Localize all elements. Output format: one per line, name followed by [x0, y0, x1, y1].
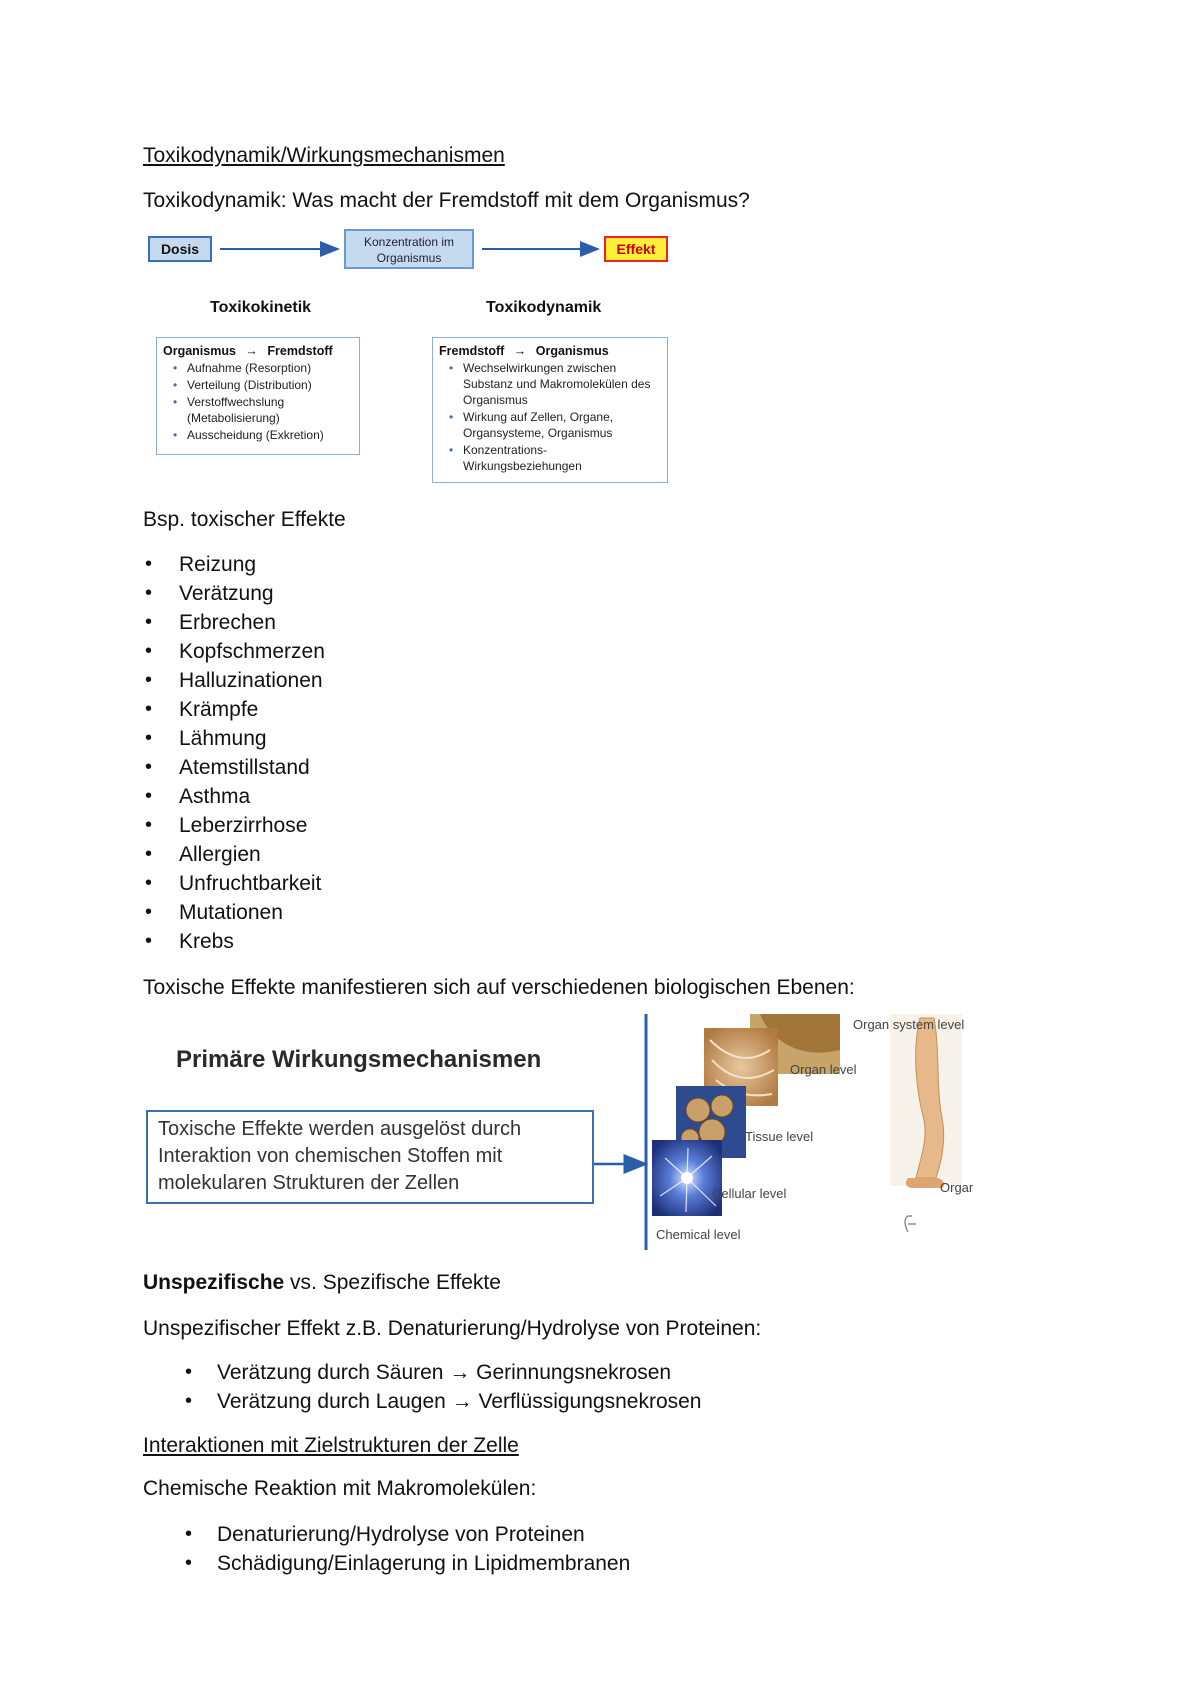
panel-head-from: Fremdstoff	[439, 344, 505, 358]
list-item: • Verätzung	[143, 579, 325, 608]
list-item: • Allergien	[143, 840, 325, 869]
figure-box: Toxische Effekte werden ausgelöst durch Interaktion von chemischen Stoffen mit molekularen Strukturen der Zellen	[146, 1110, 594, 1204]
list-item: • Leberzirrhose	[143, 811, 325, 840]
toxikokinetik-panel	[156, 337, 360, 455]
unspez-bold: Unspezifische	[143, 1271, 285, 1294]
toxikokinetik-title: Toxikokinetik	[210, 299, 312, 316]
list-item: • Wechselwirkungen zwischen Substanz und Makromolekülen des Organismus	[439, 360, 661, 408]
list-item: • Konzentrations-Wirkungsbeziehungen	[439, 442, 661, 474]
list-item: • Verstoffwechslung (Metabolisierung)	[163, 394, 353, 426]
label-organ-system: Organ system level	[853, 1017, 965, 1032]
list-item: • Ausscheidung (Exkretion)	[163, 427, 353, 443]
levels-intro: Toxische Effekte manifestieren sich auf verschiedenen biologischen Ebenen:	[143, 976, 855, 999]
arrow-icon: →	[513, 344, 527, 358]
panel-header	[439, 342, 661, 360]
unspez-list	[143, 1358, 702, 1416]
label-chemical: Chemical level	[656, 1227, 741, 1242]
interaktion-heading: Interaktionen mit Zielstrukturen der Zelle	[143, 1434, 519, 1457]
panel-head-from: Organismus	[163, 344, 236, 358]
foot-shape	[906, 1178, 944, 1188]
list-item: • Asthma	[143, 782, 325, 811]
list-item: • Verteilung (Distribution)	[163, 377, 353, 393]
panel-head-to: Fremdstoff	[267, 344, 333, 358]
effekt-box: Effekt	[604, 236, 668, 262]
examples-list	[143, 550, 325, 956]
intro-text: Toxikodynamik: Was macht der Fremdstoff mit dem Organismus?	[143, 189, 750, 212]
chem-line: Chemische Reaktion mit Makromolekülen:	[143, 1477, 537, 1500]
list-item: • Reizung	[143, 550, 325, 579]
list-item: • Halluzinationen	[143, 666, 325, 695]
toxikodynamik-title: Toxikodynamik	[486, 299, 602, 316]
unspez-line: Unspezifischer Effekt z.B. Denaturierung/Hydrolyse von Proteinen:	[143, 1317, 762, 1340]
list-item: • Denaturierung/Hydrolyse von Proteinen	[143, 1520, 630, 1549]
unspez-heading	[143, 1270, 501, 1296]
panel-header	[163, 342, 353, 360]
panel-head-to: Organismus	[535, 344, 609, 358]
label-organ: Organ level	[790, 1062, 857, 1077]
flow-arrows	[0, 0, 700, 300]
list-item: • Lähmung	[143, 724, 325, 753]
list-item: • Mutationen	[143, 898, 325, 927]
list-item: • Kopfschmerzen	[143, 637, 325, 666]
list-item: • Wirkung auf Zellen, Organe, Organsysteme, Organismus	[439, 409, 661, 441]
examples-heading: Bsp. toxischer Effekte	[143, 508, 346, 531]
list-item: • Erbrechen	[143, 608, 325, 637]
list-item: • Schädigung/Einlagerung in Lipidmembranen	[143, 1549, 630, 1578]
list-item: • Unfruchtbarkeit	[143, 869, 325, 898]
list-item: • Verätzung durch Säuren → Gerinnungsnekrosen	[143, 1358, 702, 1387]
figure-title: Primäre Wirkungsmechanismen	[176, 1046, 542, 1073]
list-item: • Krebs	[143, 927, 325, 956]
label-tissue: Tissue level	[745, 1129, 814, 1144]
list-item: • Krämpfe	[143, 695, 325, 724]
label-cellular: Cellular level	[712, 1186, 787, 1201]
arrow-icon: →	[245, 344, 258, 358]
dosis-box: Dosis	[148, 236, 212, 262]
label-organism: Orgar	[940, 1180, 974, 1195]
organism-icon	[905, 1216, 916, 1232]
list-item: • Aufnahme (Resorption)	[163, 360, 353, 376]
unspez-rest: vs. Spezifische Effekte	[284, 1271, 501, 1294]
list-item: • Verätzung durch Laugen → Verflüssigungsnekrosen	[143, 1387, 702, 1416]
toxikodynamik-panel	[432, 337, 668, 483]
page-heading: Toxikodynamik/Wirkungsmechanismen	[143, 144, 505, 167]
chem-list	[143, 1520, 630, 1578]
list-item: • Atemstillstand	[143, 753, 325, 782]
konzentration-box: Konzentration im Organismus	[344, 229, 474, 269]
